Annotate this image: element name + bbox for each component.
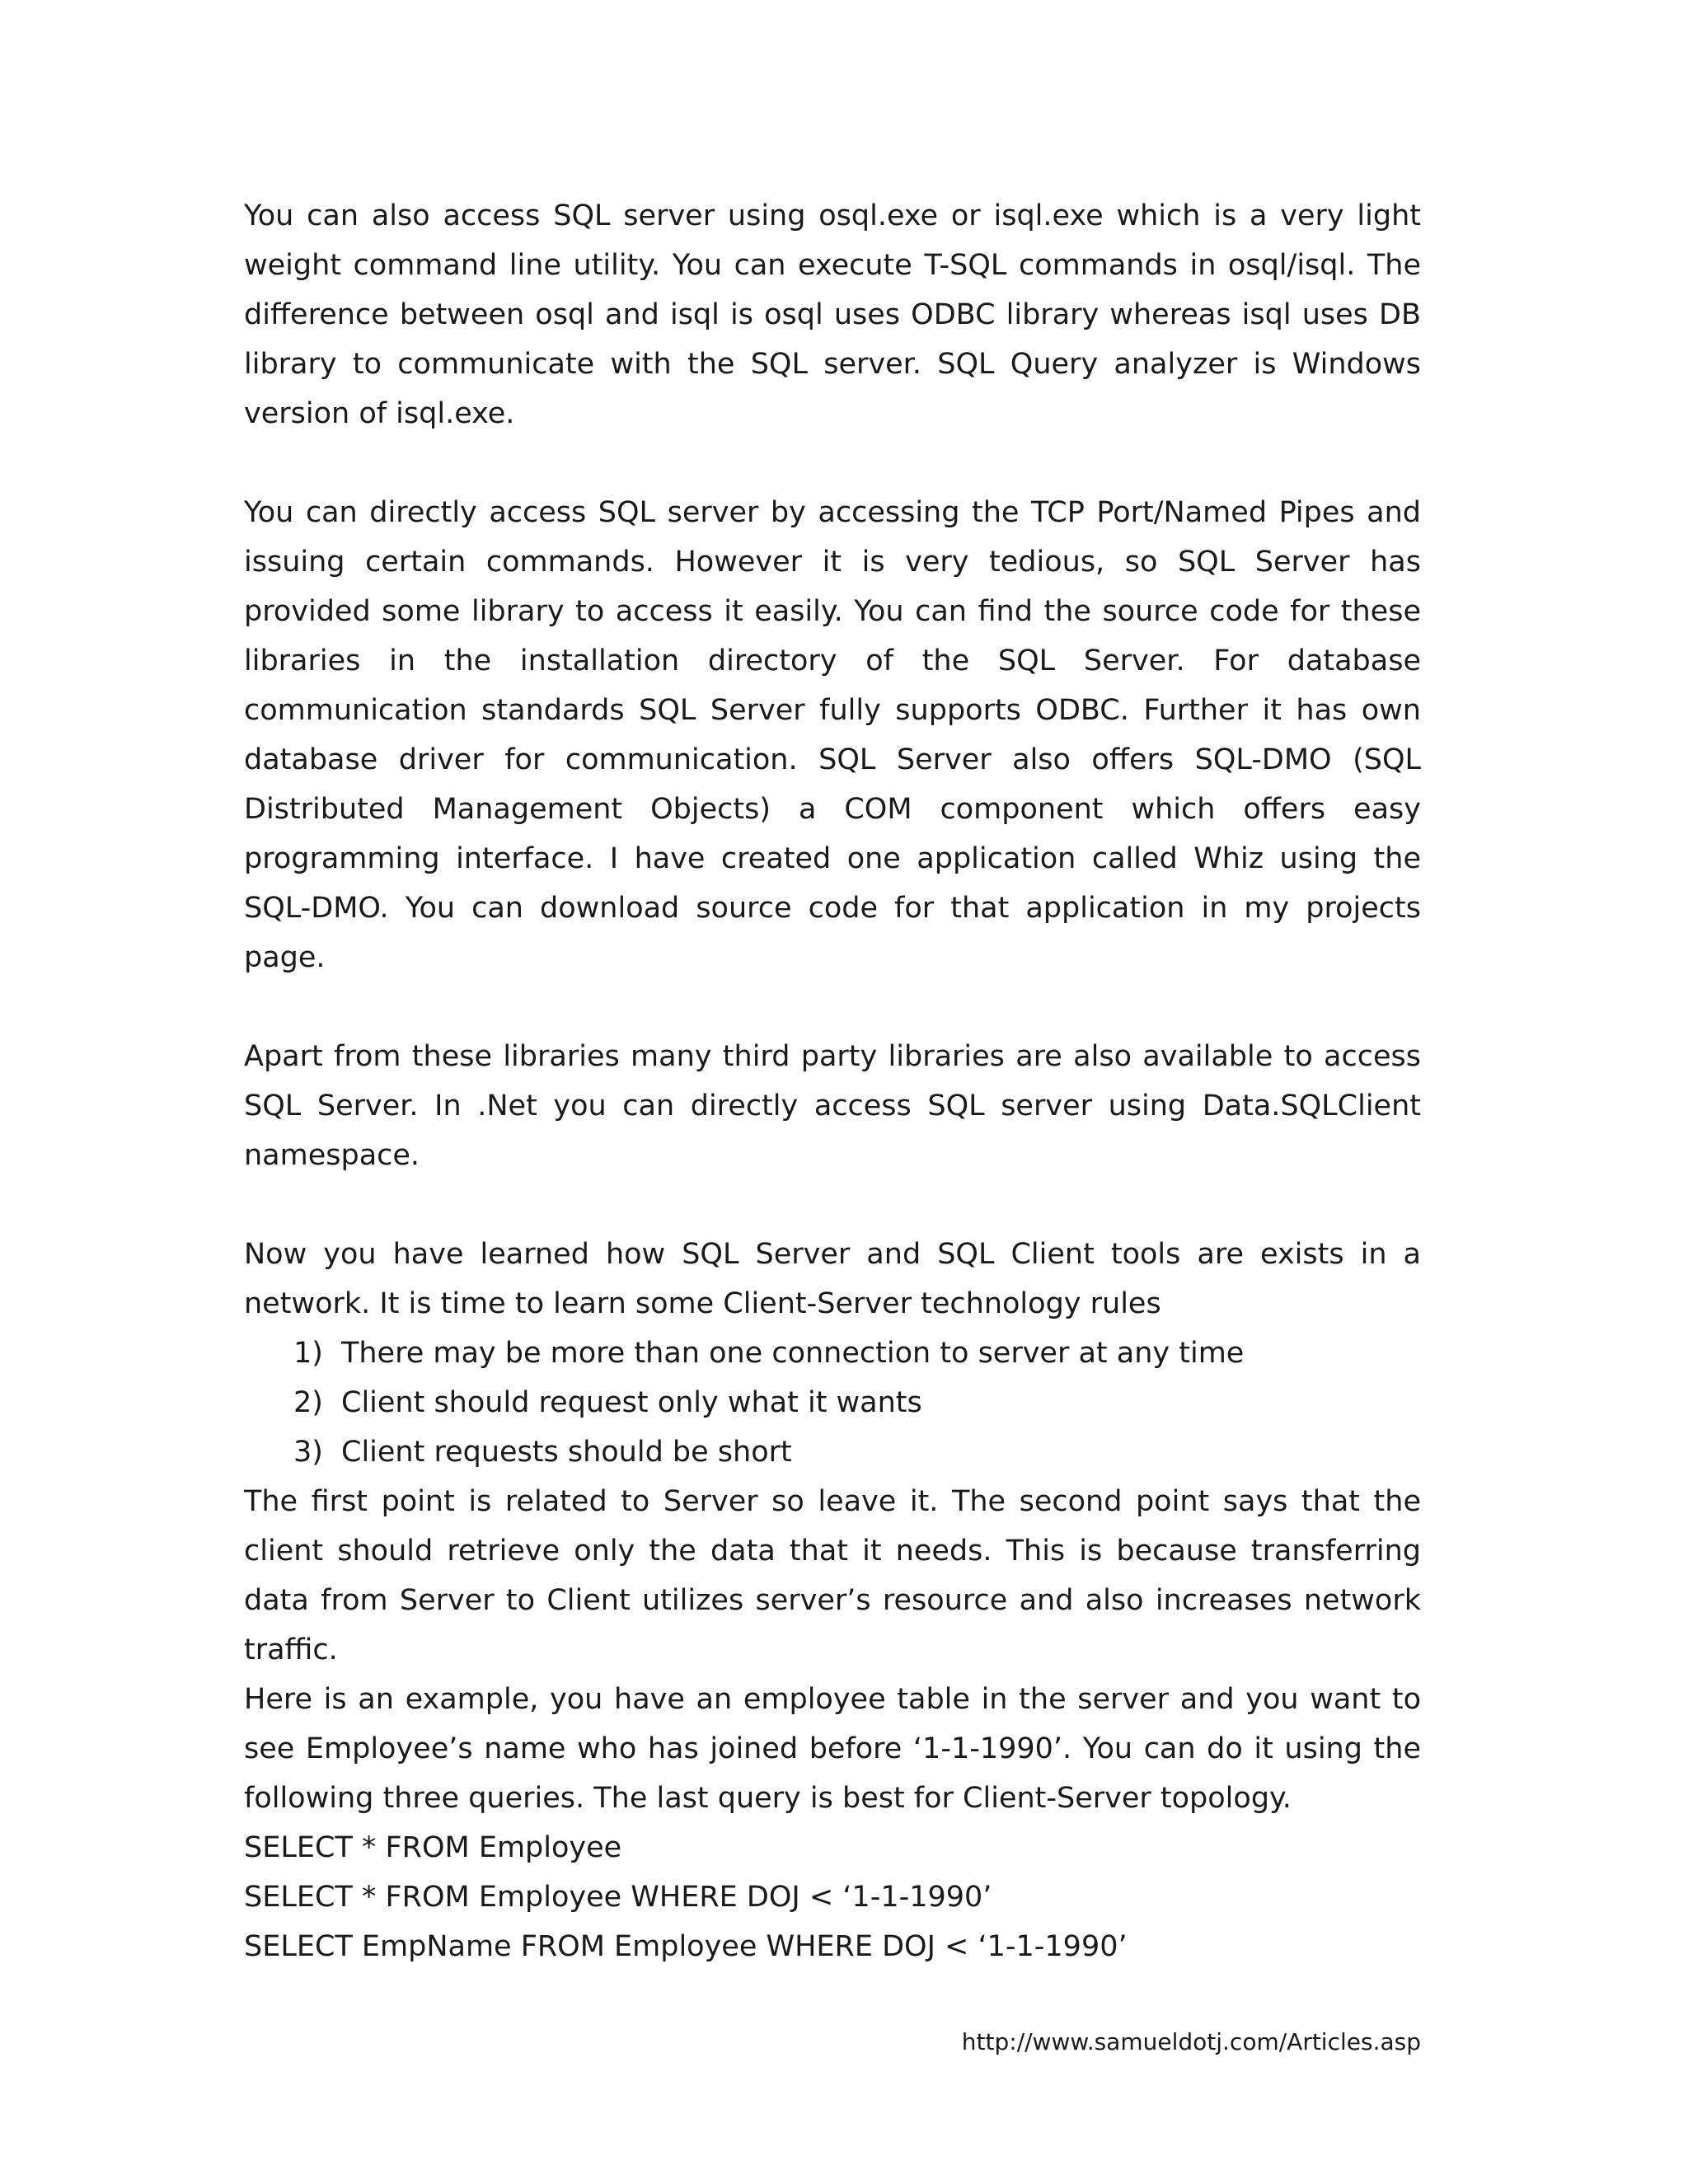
document-body (244, 191, 1421, 1971)
paragraph-osql: You can also access SQL server using osql.exe or isql.exe which is a very light weight command line utility. You can execute T-SQL commands in osql/isql. The difference between osql and isql is osql uses ODBC library whereas isql uses DB library to communicate with the SQL server. SQL Query analyzer is Windows version of isql.exe. (244, 199, 1421, 430)
rule-text: Client requests should be short (341, 1436, 792, 1469)
rule-number: 1) (293, 1337, 323, 1370)
query-line: SELECT * FROM Employee (244, 1831, 622, 1864)
paragraph-direct-access: You can directly access SQL server by accessing the TCP Port/Named Pipes and issuing certain commands. However it is very tedious, so SQL Server has provided some library to access it easily. You can find the source code for these libraries in the installation directory of the SQL Server. For database communication standards SQL Server fully supports ODBC. Further it has own database driver for communication. SQL Server also offers SQL-DMO (SQL Distributed Management Objects) a COM component which offers easy programming interface. I have created one application called Whiz using the SQL-DMO. You can download source code for that application in my projects page. (244, 496, 1421, 974)
rule-number: 2) (293, 1386, 323, 1419)
paragraph-gap (244, 982, 1421, 1032)
query-line: SELECT * FROM Employee WHERE DOJ < ‘1-1-1990’ (244, 1881, 992, 1914)
rule-number: 3) (293, 1436, 323, 1469)
paragraph-example: Here is an example, you have an employee table in the server and you want to see Employee’s name who has joined before ‘1-1-1990’. You can do it using the following three queries. The last query is best for Client-Server topology. (244, 1683, 1421, 1815)
paragraph-client-server-intro: Now you have learned how SQL Server and SQL Client tools are exists in a network. It is time to learn some Client-Server technology rules (244, 1238, 1421, 1320)
paragraph-gap (244, 1180, 1421, 1230)
paragraph-gap (244, 438, 1421, 488)
rule-text: There may be more than one connection to server at any time (341, 1337, 1245, 1370)
rule-item (293, 1329, 1421, 1378)
rule-item (293, 1378, 1421, 1427)
paragraph-first-point: The first point is related to Server so leave it. The second point says that the client should retrieve only the data that it needs. This is because transferring data from Server to Client utilizes server’s resource and also increases network traffic. (244, 1485, 1421, 1666)
query-line: SELECT EmpName FROM Employee WHERE DOJ < ‘1-1-1990’ (244, 1930, 1128, 1963)
paragraph-third-party: Apart from these libraries many third party libraries are also available to access SQL Server. In .Net you can directly access SQL server using Data.SQLClient namespace. (244, 1040, 1421, 1172)
footer-url: http://www.samueldotj.com/Articles.asp (961, 2028, 1421, 2055)
rule-item (293, 1427, 1421, 1477)
rule-text: Client should request only what it wants (341, 1386, 922, 1419)
rules-list (244, 1329, 1421, 1477)
